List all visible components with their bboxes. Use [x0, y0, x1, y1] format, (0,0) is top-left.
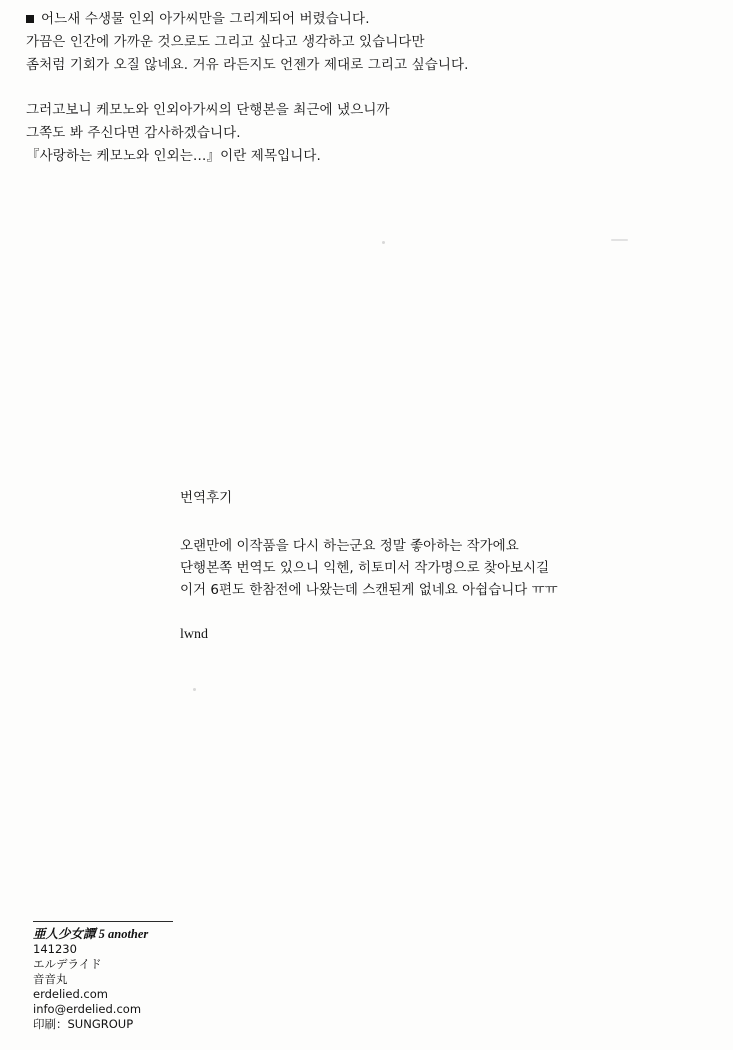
afterword-line-3: 좀처럼 기회가 오질 않네요. 거유 라든지도 언젠가 제대로 그리고 싶습니다.	[26, 57, 469, 73]
translator-line-1: 오랜만에 이작품을 다시 하는군요 정말 좋아하는 작가에요	[180, 538, 519, 554]
afterword-first-line	[26, 8, 586, 31]
colophon-website[interactable]: erdelied.com	[33, 987, 108, 1001]
scan-artifact-smudge	[611, 239, 628, 241]
translator-afterword	[180, 487, 610, 645]
afterword-line-4: 그러고보니 케모노와 인외아가씨의 단행본을 최근에 냈으니까	[26, 102, 390, 118]
afterword-line-1: 어느새 수생물 인외 아가씨만을 그리게되어 버렸습니다.	[41, 11, 370, 27]
colophon-circle: エルデライド	[33, 957, 102, 971]
author-afterword	[26, 8, 586, 168]
colophon-divider	[33, 921, 173, 922]
square-bullet-icon	[26, 15, 34, 23]
translator-line-2: 단행본쪽 번역도 있으니 익헨, 히토미서 작가명으로 찾아보시길	[180, 560, 550, 576]
paragraph-gap	[26, 77, 586, 99]
afterword-line-5: 그쪽도 봐 주신다면 감사하겠습니다.	[26, 125, 241, 141]
scan-artifact-dot	[193, 688, 196, 691]
afterword-line-2: 가끔은 인간에 가까운 것으로도 그리고 싶다고 생각하고 있습니다만	[26, 34, 425, 50]
colophon-title: 亜人少女譚 5 another	[33, 927, 149, 941]
afterword-line-6: 『사랑하는 케모노와 인외는…』이란 제목입니다.	[26, 148, 321, 164]
translator-signature: lwnd	[180, 627, 208, 642]
colophon-date: 141230	[33, 942, 77, 956]
colophon-email[interactable]: info@erdelied.com	[33, 1002, 142, 1016]
colophon-author: 音音丸	[33, 972, 68, 986]
translator-line-3: 이거 6편도 한참전에 나왔는데 스캔된게 없네요 아쉽습니다 ㅠㅠ	[180, 582, 558, 598]
colophon-printer: 印刷：SUNGROUP	[33, 1017, 134, 1031]
translator-afterword-heading: 번역후기	[180, 490, 233, 506]
scan-artifact-speck	[382, 241, 385, 244]
colophon	[33, 921, 453, 1032]
